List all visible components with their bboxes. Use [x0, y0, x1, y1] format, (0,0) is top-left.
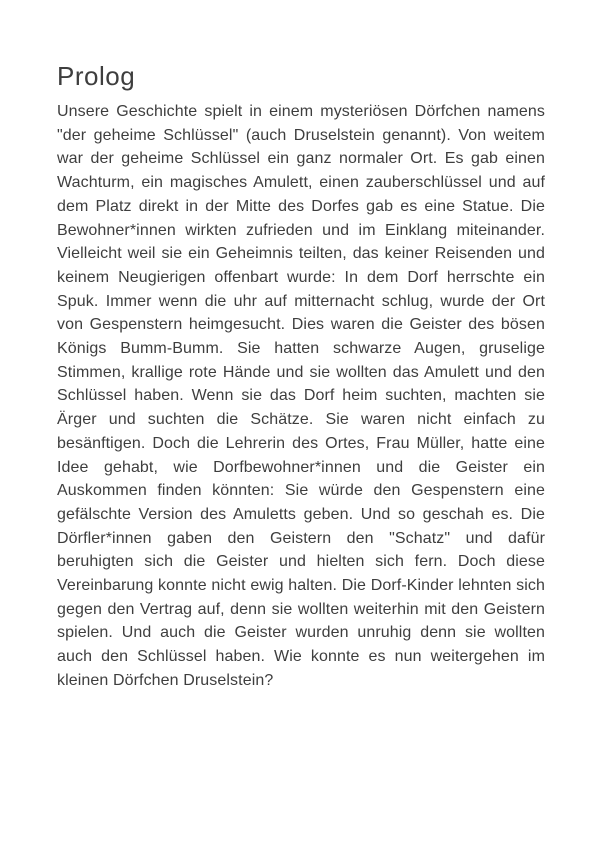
page-title: Prolog [57, 61, 136, 91]
prolog-paragraph: Unsere Geschichte spielt in einem mysteriösen Dörfchen namens "der geheime Schlüssel" (auch Druselstein genannt). Von weitem war der geheime Schlüssel ein ganz normaler Ort. Es gab einen Wachturm, ein magisches Amulett, einen zauberschlüssel und auf dem Platz direkt in der Mitte des Dorfes gab es eine Statue. Die Bewohner*innen wirkten zufrieden und im Einklang miteinander. Vielleicht weil sie ein Geheimnis teilten, das keiner Reisenden und keinem Neugierigen offenbart wurde: In dem Dorf herrschte ein Spuk. Immer wenn die uhr auf mitternacht schlug, wurde der Ort von Gespenstern heimgesucht. Dies waren die Geister des bösen Königs Bumm-Bumm. Sie hatten schwarze Augen, gruselige Stimmen, krallige rote Hände und sie wollten das Amulett und den Schlüssel haben. Wenn sie das Dorf heim suchten, machten sie Ärger und suchten die Schätze. Sie waren nicht einfach zu besänftigen. Doch die Lehrerin des Ortes, Frau Müller, hatte eine Idee gehabt, wie Dorfbewohner*innen und die Geister ein Auskommen finden könnten: Sie würde den Gespenstern eine gefälschte Version des Amuletts geben. Und so geschah es. Die Dörfler*innen gaben den Geistern den "Schatz" und dafür beruhigten sich die Geister und hielten sich fern. Doch diese Vereinbarung konnte nicht ewig halten. Die Dorf-Kinder lehnten sich gegen den Vertrag auf, denn sie wollten weiterhin mit den Geistern spielen. Und auch die Geister wurden unruhig denn sie wollten auch den Schlüssel haben. Wie konnte es nun weitergehen im kleinen Dörfchen Druselstein? [57, 103, 545, 689]
